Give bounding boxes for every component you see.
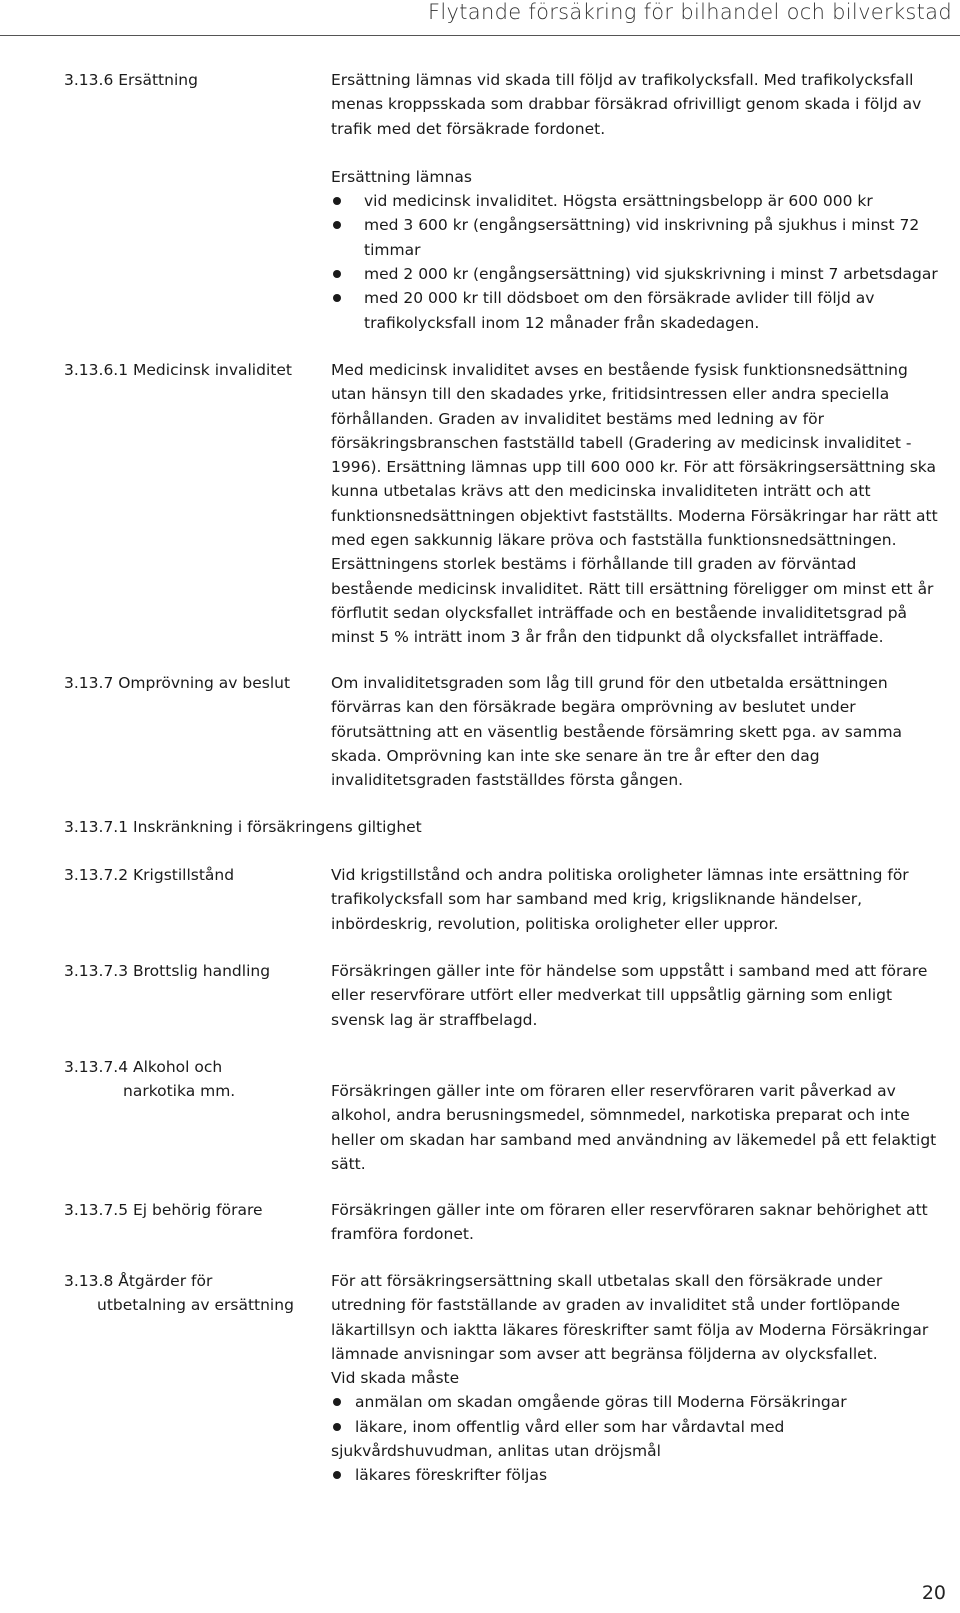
section-label-line: narkotika mm. xyxy=(123,1082,236,1100)
list-item: anmälan om skadan omgående göras till Moderna Försäkringar xyxy=(331,1390,943,1414)
section-label: 3.13.6.1 Medicinsk invaliditet xyxy=(64,361,292,379)
section-text: Med medicinsk invaliditet avses en bestående fysisk funktionsnedsättning utan hänsyn till den skadades yrke, fritidsintressen eller andra speciella förhållanden. Graden av invaliditet bestäms med ledning av för försäkringsbranschen fastställd tabell (Gradering av medicinsk invaliditet - 1996). Ersättning lämnas upp till 600 000 kr. För att försäkringsersättning ska kunna utbetalas krävs att den medicinska invaliditeten inträtt och att funktionsnedsättningen objektivt fastställts. Moderna Försäkringar har rätt att med egen sakkunnig läkare pröva och fastställa funktionsnedsättningen. Ersättningens storlek bestäms i förhållande till graden av förväntad bestående medicinsk invaliditet. Rätt till ersättning föreligger om minst ett år förflutit sedan olycksfallet inträffade och en bestående invaliditetsgrad på minst 5 % inträtt inom 3 år från den tidpunkt då olycksfallet inträffade. xyxy=(331,361,938,647)
bullet-list xyxy=(331,1390,943,1487)
section-intro: Ersättning lämnas vid skada till följd av trafikolycksfall. Med trafikolycksfall menas kroppsskada som drabbar försäkrad ofrivilligt genom skada i följd av trafik med det försäkrade fordonet. xyxy=(331,71,922,138)
section-label-line: 3.13.8 Åtgärder för xyxy=(64,1272,213,1290)
section-body xyxy=(331,1198,943,1247)
section-body xyxy=(331,671,943,792)
list-item: med 20 000 kr till dödsboet om den försäkrade avlider till följd av trafikolycksfall inom 12 månader från skadedagen. xyxy=(331,286,943,335)
section-label: 3.13.7.2 Krigstillstånd xyxy=(64,866,235,884)
section-label: 3.13.7.3 Brottslig handling xyxy=(64,962,271,980)
list-item-text: läkare, inom offentlig vård eller som har vårdavtal med xyxy=(355,1417,785,1436)
bullet-list xyxy=(331,189,943,335)
section-label: 3.13.6 Ersättning xyxy=(64,71,198,89)
page-number: 20 xyxy=(921,1582,946,1604)
header-rule xyxy=(0,35,960,36)
list-item: läkares föreskrifter följas xyxy=(331,1463,943,1487)
section-body xyxy=(331,68,943,335)
section-label-line: utbetalning av ersättning xyxy=(97,1296,294,1314)
section-body xyxy=(331,863,943,936)
section-text: För att försäkringsersättning skall utbetalas skall den försäkrade under utredning för fastställande av graden av invaliditet stå under fortlöpande läkartillsyn och iaktta läkares föreskrifter samt följa av Moderna Försäkringar lämnade anvisningar som avser att begränsa följderna av olycksfallet. xyxy=(331,1272,929,1363)
section-label xyxy=(64,1269,294,1317)
list-item: med 3 600 kr (engångsersättning) vid inskrivning på sjukhus i minst 72 timmar xyxy=(331,213,943,262)
section-text: Om invaliditetsgraden som låg till grund för den utbetalda ersättningen förvärras kan den försäkrade begära omprövning av beslutet under förutsättning att en väsentlig bestående försämring skett pga. av samma skada. Omprövning kan inte ske senare än tre år efter den dag invaliditetsgraden fastställdes första gången. xyxy=(331,674,903,790)
section-body xyxy=(331,358,943,650)
section-label-line: 3.13.7.4 Alkohol och xyxy=(64,1058,223,1076)
section-text: Försäkringen gäller inte om föraren eller reservföraren saknar behörighet att framföra fordonet. xyxy=(331,1201,928,1244)
section-text: Försäkringen gäller inte för händelse som uppstått i samband med att förare eller reservförare utfört eller medverkat till uppsåtlig gärning som enligt svensk lag är straffbelagd. xyxy=(331,962,928,1029)
section-heading: 3.13.7.1 Inskränkning i försäkringens giltighet xyxy=(64,818,422,836)
section-body xyxy=(331,959,943,1032)
section-label xyxy=(64,1055,235,1103)
section-label: 3.13.7.5 Ej behörig förare xyxy=(64,1201,263,1219)
section-label: 3.13.7 Omprövning av beslut xyxy=(64,674,291,692)
bullet-lead: Vid skada måste xyxy=(331,1369,460,1388)
list-item-continuation: sjukvårdshuvudman, anlitas utan dröjsmål xyxy=(331,1442,661,1461)
section-body xyxy=(331,1079,943,1176)
section-text: Försäkringen gäller inte om föraren eller reservföraren varit påverkad av alkohol, andra berusningsmedel, sömnmedel, narkotiska preparat och inte heller om skadan har samband med användning av läkemedel på ett felaktigt sätt. xyxy=(331,1082,937,1173)
page-header-title: Flytande försäkring för bilhandel och bilverkstad xyxy=(428,0,952,24)
list-item: vid medicinsk invaliditet. Högsta ersättningsbelopp är 600 000 kr xyxy=(331,189,943,213)
list-item: med 2 000 kr (engångsersättning) vid sjukskrivning i minst 7 arbetsdagar xyxy=(331,262,943,286)
bullet-lead: Ersättning lämnas xyxy=(331,167,472,186)
section-body xyxy=(331,1269,943,1488)
section-text: Vid krigstillstånd och andra politiska oroligheter lämnas inte ersättning för trafikolycksfall som har samband med krig, krigsliknande händelser, inbördeskrig, revolution, politiska oroligheter eller uppror. xyxy=(331,866,909,933)
list-item xyxy=(331,1415,943,1464)
